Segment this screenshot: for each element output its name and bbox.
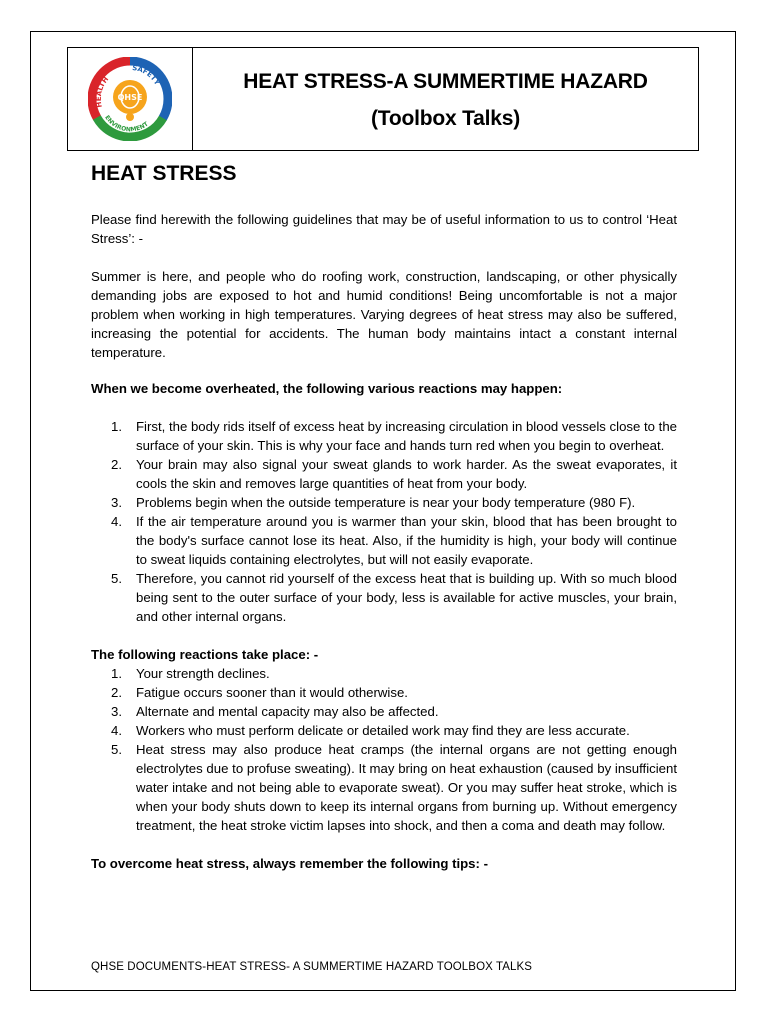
list-item: 1. First, the body rids itself of excess heat by increasing circulation in blood vessels close to the surface of your skin. This is why your face and hands turn red when you begin to overheat. bbox=[111, 419, 677, 453]
overheated-heading: When we become overheated, the following various reactions may happen: bbox=[91, 381, 563, 396]
document-subtitle: (Toolbox Talks) bbox=[370, 107, 521, 130]
reactions-heading: The following reactions take place: - bbox=[91, 647, 319, 662]
list-item: 5. Heat stress may also produce heat cramps (the internal organs are not getting enough electrolytes due to profuse sweating). It may bring on heat exhaustion (caused by insufficient water intake and not being able to evaporate sweat). Or you may suffer heat stroke, which is when your body shuts down to keep its internal organs from burning up. Without emergency treatment, the heat stroke victim lapses into shock, and then a coma and death may follow. bbox=[111, 742, 677, 833]
tips-heading: To overcome heat stress, always remember the following tips: - bbox=[91, 856, 488, 871]
logo-center-text: QHSE bbox=[117, 93, 143, 102]
list-item: 3. Problems begin when the outside temperature is near your body temperature (980 F). bbox=[111, 495, 636, 510]
list-item: 3. Alternate and mental capacity may also be affected. bbox=[111, 704, 439, 719]
list-item: 1. Your strength declines. bbox=[111, 666, 270, 681]
summer-paragraph: Summer is here, and people who do roofing work, construction, landscaping, or other physically demanding jobs are exposed to hot and humid conditions! Being uncomfortable is not a major problem when working in high temperatures. Varying degrees of heat stress may also be suffered, increasing the potential for accidents. The human body maintains intact a constant internal temperature. bbox=[91, 269, 677, 360]
document-body bbox=[91, 159, 677, 873]
document-title: HEAT STRESS-A SUMMERTIME HAZARD bbox=[243, 70, 648, 93]
list-item: 2. Your brain may also signal your sweat glands to work harder. As the sweat evaporates, it cools the skin and removes large quantities of heat from your body. bbox=[111, 457, 677, 491]
title-cell bbox=[193, 48, 698, 150]
section-heading: HEAT STRESS bbox=[91, 162, 237, 185]
header-table bbox=[67, 47, 699, 151]
qhse-logo bbox=[88, 57, 172, 141]
list-item: 5. Therefore, you cannot rid yourself of the excess heat that is building up. With so much blood being sent to the outer surface of your body, less is available for active muscles, your brain, and other internal organs. bbox=[111, 571, 677, 624]
logo-word-safety: SAFETY bbox=[131, 63, 162, 87]
list-item: 2. Fatigue occurs sooner than it would otherwise. bbox=[111, 685, 408, 700]
logo-word-environment: ENVIRONMENT bbox=[103, 114, 150, 134]
logo-cell bbox=[68, 48, 193, 150]
list-item: 4. If the air temperature around you is warmer than your skin, blood that has been brought to the body's surface cannot lose its heat. Also, if the humidity is high, your body will continue to sweat liquids containing electrolytes, but will not easily evaporate. bbox=[111, 514, 677, 567]
logo-word-health: HEALTH bbox=[94, 75, 111, 109]
page-footer: QHSE DOCUMENTS-HEAT STRESS- A SUMMERTIME HAZARD TOOLBOX TALKS bbox=[91, 961, 533, 973]
intro-paragraph: Please find herewith the following guidelines that may be of useful information to us to control ‘Heat Stress’: - bbox=[91, 212, 677, 246]
overheated-list bbox=[91, 417, 677, 626]
reactions-list bbox=[91, 664, 677, 835]
list-item: 4. Workers who must perform delicate or detailed work may find they are less accurate. bbox=[111, 723, 630, 738]
